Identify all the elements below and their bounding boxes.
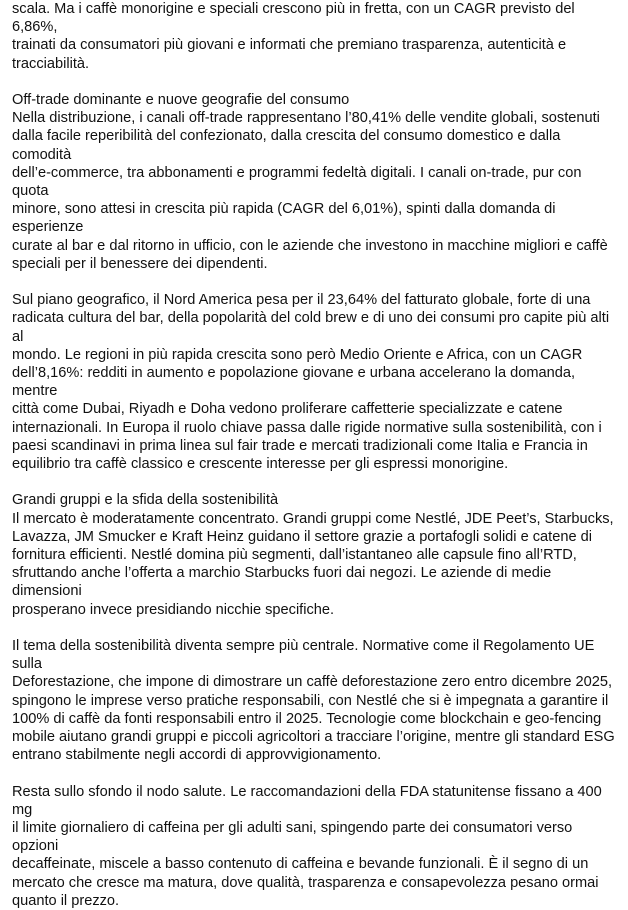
section-heading-offtrade: Off-trade dominante e nuove geografie del consumo	[12, 92, 350, 108]
section-heading-groups: Grandi gruppi e la sfida della sostenibilità	[12, 492, 279, 509]
paragraph-geography: Sul piano geografico, il Nord America pesa per il 23,64% del fatturato globale, forte di una radicata cultura del bar, della popolarità del cold brew e di uno dei consumi pro capite più alti al mondo. Le regioni in più rapida crescita sono però Medio Oriente e Africa, con un CAGR dell’8,16%: redditi in aumento e popolazione giovane e urbana accelerano la domanda, mentre città come Dubai, Riyadh e Doha vedono proliferare caffetterie specializzate e catene internazionali. In Europa il ruolo chiave passa dalle rigide normative sulla sostenibilità, con i paesi scandinavi in prima linea sul fair trade e mercati tradizionali come Italia e Francia in equilibrio tra caffè classico e crescente interesse per gli espressi monorigine.	[12, 292, 610, 473]
paragraph-health: Resta sullo sfondo il nodo salute. Le raccomandazioni della FDA statunitense fissano a 400 mg il limite giornaliero di caffeina per gli adulti sani, spingendo parte dei consumatori verso opzioni decaffeinate, miscele a basso contenuto di caffeina e bevande funzionali. È il segno di un mercato che cresce ma matura, dove qualità, trasparenza e consapevolezza pesano ormai quanto il prezzo.	[12, 783, 602, 909]
intro-paragraph-tail: scala. Ma i caffè monorigine e speciali crescono più in fretta, con un CAGR previsto del 6,86%, trainati da consumatori più giovani e informati che premiano trasparenza, autenticità e tracciabilità.	[12, 1, 575, 72]
paragraph-market-concentration: Il mercato è moderatamente concentrato. Grandi gruppi come Nestlé, JDE Peet’s, Starbucks, Lavazza, JM Smucker e Kraft Heinz guidano il settore grazie a portafogli solidi e catene di fornitura efficienti. Nestlé domina più segmenti, dall’istantaneo alle capsule fino all’RTD, sfruttando anche l’offerta a marchio Starbucks fuori dai negozi. Le aziende di medie dimensioni prosperano invece presidiando nicchie specifiche.	[12, 510, 614, 618]
paragraph-gap	[12, 73, 618, 91]
paragraph-distribution: Nella distribuzione, i canali off-trade rappresentano l’80,41% delle vendite globali, sostenuti dalla facile reperibilità del confezionato, dalla crescita del consumo domestico e dalla comodità dell’e-commerce, tra abbonamenti e programmi fedeltà digitali. I canali on-trade, pur con quota minore, sono attesi in crescita più rapida (CAGR del 6,01%), spinti dalla domanda di esperienze curate al bar e dal ritorno in ufficio, con le aziende che investono in macchine migliori e caffè speciali per il benessere dei dipendenti.	[12, 110, 608, 272]
paragraph-gap	[12, 619, 618, 637]
paragraph-gap	[12, 473, 618, 491]
paragraph-gap	[12, 764, 618, 782]
paragraph-sustainability: Il tema della sostenibilità diventa sempre più centrale. Normative come il Regolamento UE sulla Deforestazione, che impone di dimostrare un caffè deforestazione zero entro dicembre 2025, spingono le imprese verso pratiche responsabili, con Nestlé che si è impegnata a garantire il 100% di caffè da fonti responsabili entro il 2025. Tecnologie come blockchain e geo-fencing mobile aiutano grandi gruppi e piccoli agricoltori a tracciare l’origine, mentre gli standard ESG entrano stabilmente negli accordi di approvvigionamento.	[12, 638, 615, 764]
paragraph-gap	[12, 273, 618, 291]
